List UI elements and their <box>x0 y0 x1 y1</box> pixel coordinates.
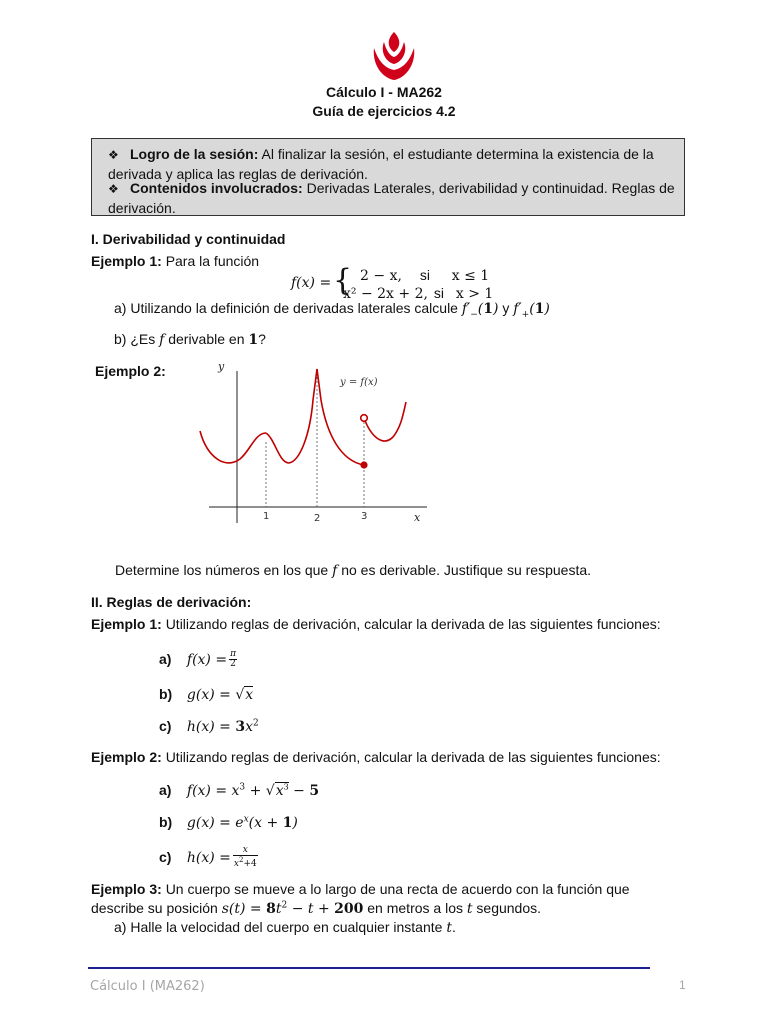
item-label-a: a) <box>159 650 172 667</box>
item-label-a: a) <box>159 782 172 798</box>
s2-ej2-item-c <box>159 846 258 869</box>
university-logo <box>368 30 420 82</box>
tick-2: 2 <box>314 513 321 524</box>
s1-ej2-label: Ejemplo 2: <box>95 363 166 379</box>
open-point <box>361 415 368 422</box>
piecewise-lhs: f(x) = <box>291 275 332 291</box>
piece2-cond: x > 1 <box>455 286 494 302</box>
formula-f-x3-sqrt: $f(x) = x^3 + √x^3 - 5$ <box>186 782 320 799</box>
formula-s-t: $s(t) = 8t^2 - t + 200$ <box>221 900 364 917</box>
course-title: Cálculo I - MA262 <box>326 84 442 100</box>
s2-ej3-label: Ejemplo 3: <box>91 881 162 897</box>
curve-piece-1 <box>200 431 266 463</box>
contenidos-text: Derivadas Laterales, derivabilidad y continuidad. Reglas de derivación. <box>108 180 675 216</box>
s1-question-b: b) ¿Es f derivable en 1? <box>114 331 266 348</box>
piece2-si: si <box>433 285 444 301</box>
s2-ej3-text1: Un cuerpo se mueve a lo largo de una recta de acuerdo con la función que <box>165 881 630 897</box>
y-axis-label: y <box>218 360 225 373</box>
formula-f-pi-over-2: f(x) = $\frac{\pi}{2}$ <box>186 649 236 669</box>
t-symbol: t <box>466 901 473 917</box>
s1-ej2-prompt <box>115 562 591 579</box>
item-label-c: c) <box>159 848 172 865</box>
formula-g-sqrt-x: g(x) = √x <box>186 687 254 703</box>
s2-ej3-qa-text: a) Halle la velocidad del cuerpo en cualquier instante <box>114 919 443 935</box>
piece1-cond: x ≤ 1 <box>451 268 490 284</box>
tick-3: 3 <box>361 511 368 522</box>
s2-ej2-item-a <box>159 782 319 799</box>
s1-ej2-prompt-b: no es derivable. Justifique su respuesta. <box>341 562 592 578</box>
formula-h-3x2: $h(x) = 3x^2$ <box>186 718 259 735</box>
s1-qb-mid: derivable en <box>168 331 245 347</box>
function-graph <box>195 355 435 530</box>
f-symbol: f <box>159 332 165 348</box>
s1-ej1-text: Para la función <box>165 253 260 269</box>
left-derivative-expr: $f'_-(1)$ <box>461 301 499 320</box>
s2-example-3 <box>91 881 630 897</box>
footer-course: Cálculo I (MA262) <box>90 979 205 994</box>
s2-ej3-text2a: describe su posición <box>91 900 218 916</box>
s2-ej1-text: Utilizando reglas de derivación, calcular la derivada de las siguientes funciones: <box>165 616 661 632</box>
formula-g-exp: $g(x) = e^x(x + 1)$ <box>186 814 298 831</box>
logro-text: Al finalizar la sesión, el estudiante determina la existencia de la derivada y aplica las reglas de derivación. <box>108 146 654 182</box>
s2-ej1-item-a <box>159 650 237 669</box>
piecewise-brace: { <box>333 263 353 298</box>
objective-contenidos <box>108 179 678 218</box>
section-1-heading: I. Derivabilidad y continuidad <box>91 231 286 247</box>
closed-point <box>360 461 367 468</box>
item-label-b: b) <box>159 814 173 830</box>
t-symbol-2: t <box>446 920 452 936</box>
s2-ej3-text2c: segundos. <box>476 900 542 916</box>
x-axis-label: x <box>414 511 421 524</box>
s2-ej1-item-b <box>159 686 253 703</box>
s2-ej3-line2 <box>91 900 541 917</box>
s2-ej2-label: Ejemplo 2: <box>91 749 162 765</box>
piece2-expr: x² − 2x + 2, <box>343 286 428 302</box>
curve-piece-4 <box>364 402 406 441</box>
right-derivative-expr: $f'_+(1)$ <box>513 301 550 320</box>
diamond-bullet-icon: ❖ <box>108 182 119 196</box>
piecewise-row-1 <box>346 267 489 284</box>
piece1-si: si <box>419 267 431 283</box>
s1-question-a <box>114 300 550 320</box>
s1-qb-prefix: b) ¿Es <box>114 331 156 347</box>
s1-qa-text: a) Utilizando la definición de derivadas laterales calcule <box>114 300 458 316</box>
s1-example-1 <box>91 253 259 269</box>
curve-piece-2 <box>266 369 317 463</box>
piece1-expr: 2 − x, <box>360 268 402 284</box>
curve-label: y = f(x) <box>340 377 378 388</box>
s2-example-1 <box>91 616 661 632</box>
s2-ej1-item-c <box>159 718 259 735</box>
s1-ej1-label: Ejemplo 1: <box>91 253 162 269</box>
s2-ej2-text: Utilizando reglas de derivación, calcular la derivada de las siguientes funciones: <box>165 749 661 765</box>
f-symbol-2: f <box>332 563 338 579</box>
diamond-bullet-icon: ❖ <box>108 148 119 162</box>
item-label-b: b) <box>159 686 173 702</box>
s2-example-2 <box>91 749 661 765</box>
s2-ej2-item-b <box>159 814 298 831</box>
formula-h-rational: h(x) = $\frac{x}{x^2+4}$ <box>186 845 257 869</box>
page-number: 1 <box>679 978 686 992</box>
logro-label: Logro de la sesión: <box>130 146 259 162</box>
s1-ej2-prompt-a: Determine los números en los que <box>115 562 329 578</box>
point-one: 1 <box>248 332 259 348</box>
s2-ej1-label: Ejemplo 1: <box>91 616 162 632</box>
guide-title: Guía de ejercicios 4.2 <box>312 103 456 119</box>
s2-ej3-text2b: en metros a los <box>367 900 463 916</box>
footer-rule <box>88 967 650 969</box>
s2-ej3-question-a: a) Halle la velocidad del cuerpo en cualquier instante t. <box>114 919 456 936</box>
contenidos-label: Contenidos involucrados: <box>130 180 303 196</box>
tick-1: 1 <box>263 511 270 522</box>
s1-qa-y: y <box>502 300 510 316</box>
section-2-heading: II. Reglas de derivación: <box>91 594 252 610</box>
item-label-c: c) <box>159 718 172 734</box>
objectives-box <box>91 138 685 216</box>
